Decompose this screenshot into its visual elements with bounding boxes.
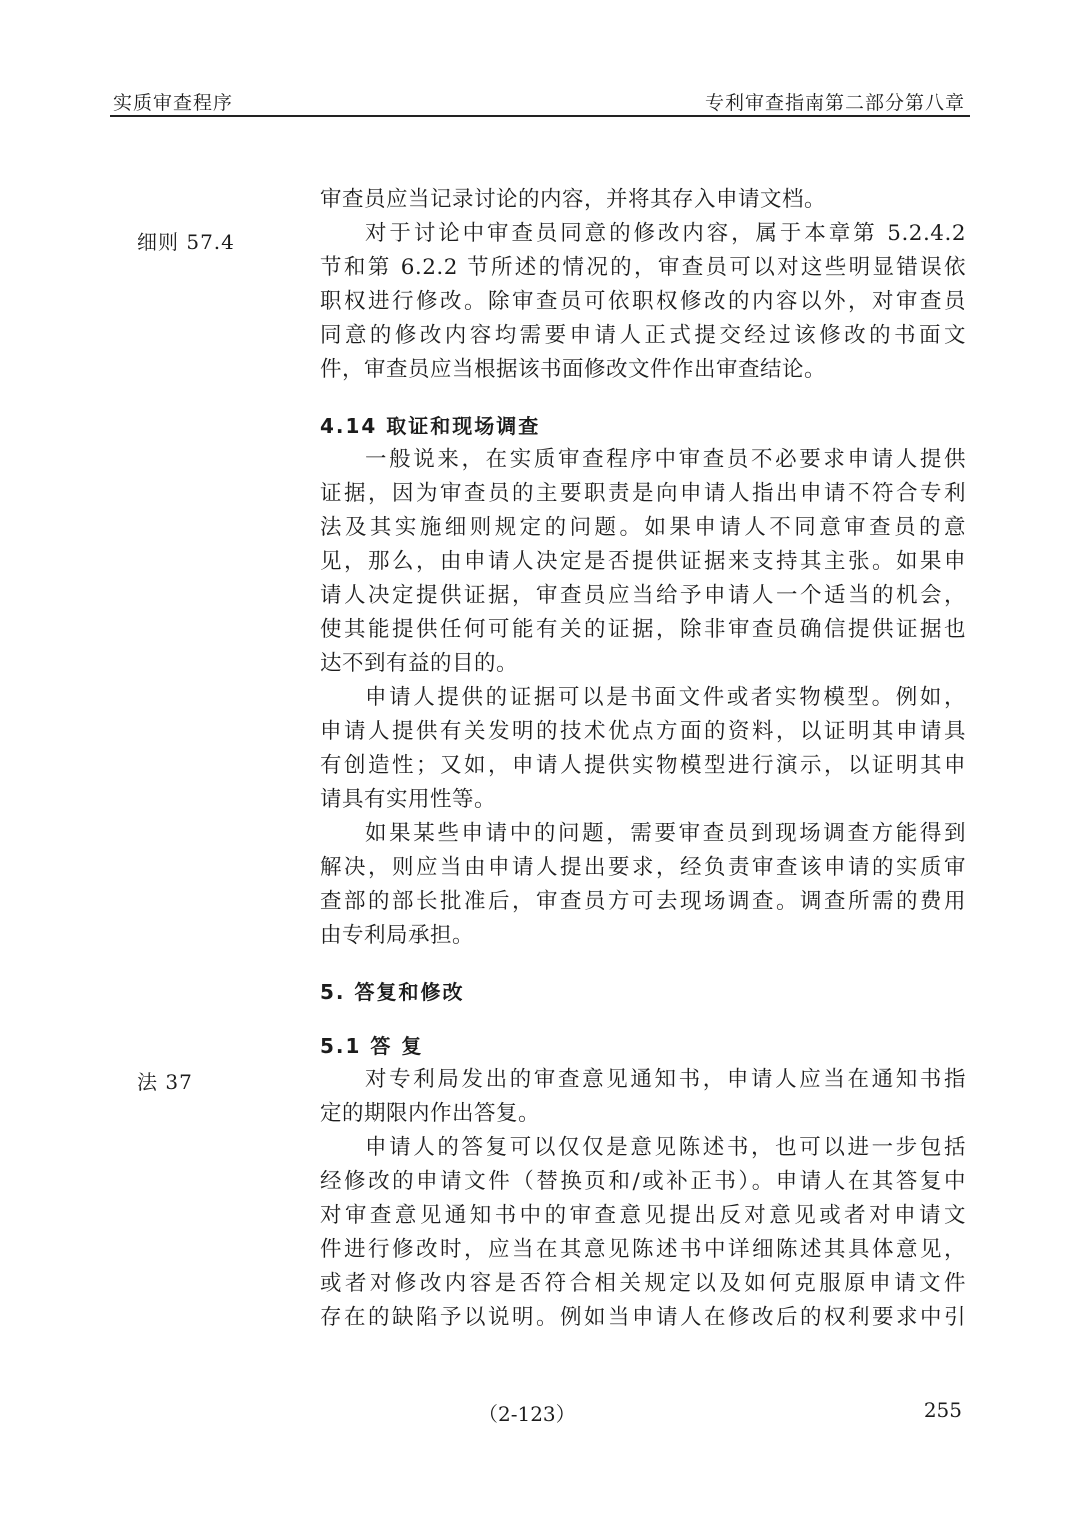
paragraph-line: 由专利局承担。	[320, 923, 475, 948]
running-header-section: 实质审查程序	[113, 92, 234, 114]
paragraph-line: 或者对修改内容是否符合相关规定以及如何克服原申请文件	[320, 1271, 966, 1296]
margin-note-law-37: 法 37	[137, 1070, 193, 1094]
paragraph-line: 定的期限内作出答复。	[320, 1101, 541, 1126]
page-number: 255	[923, 1398, 962, 1422]
paragraph-line: 审查员应当记录讨论的内容，并将其存入申请文档。	[320, 187, 827, 212]
paragraph-line: 请人决定提供证据，审查员应当给予申请人一个适当的机会，	[320, 583, 966, 608]
paragraph-line: 法及其实施细则规定的问题。如果申请人不同意审查员的意	[320, 515, 966, 540]
paragraph-line: 申请人提供的证据可以是书面文件或者实物模型。例如，	[365, 685, 966, 710]
paragraph-line: 对专利局发出的审查意见通知书，申请人应当在通知书指	[365, 1067, 966, 1092]
section-heading-4-14: 4.14 取证和现场调查	[320, 414, 541, 438]
paragraph-line: 有创造性；又如，申请人提供实物模型进行演示，以证明其申	[320, 753, 966, 778]
header-divider	[110, 115, 970, 117]
paragraph-line: 节和第 6.2.2 节所述的情况的，审查员可以对这些明显错误依	[320, 255, 966, 280]
paragraph-line: 达不到有益的目的。	[320, 651, 519, 676]
page-code: （2-123）	[478, 1402, 576, 1426]
paragraph-line: 证据，因为审查员的主要职责是向申请人指出申请不符合专利	[320, 481, 966, 506]
paragraph-line: 申请人的答复可以仅仅是意见陈述书，也可以进一步包括	[365, 1135, 966, 1160]
paragraph-line: 如果某些申请中的问题，需要审查员到现场调查方能得到	[365, 821, 966, 846]
paragraph-line: 请具有实用性等。	[320, 787, 497, 812]
main-text	[320, 183, 966, 1335]
paragraph-line: 一般说来，在实质审查程序中审查员不必要求申请人提供	[365, 447, 966, 472]
paragraph-line: 申请人提供有关发明的技术优点方面的资料，以证明其申请具	[320, 719, 966, 744]
paragraph-line: 见，那么，由申请人决定是否提供证据来支持其主张。如果申	[320, 549, 966, 574]
section-heading-5: 5. 答复和修改	[320, 980, 465, 1004]
paragraph-line: 对审查意见通知书中的审查意见提出反对意见或者对申请文	[320, 1203, 966, 1228]
paragraph-line: 解决，则应当由申请人提出要求，经负责审查该申请的实质审	[320, 855, 966, 880]
paragraph-line: 件，审查员应当根据该书面修改文件作出审查结论。	[320, 357, 827, 382]
paragraph-line: 经修改的申请文件（替换页和/或补正书）。申请人在其答复中	[320, 1169, 966, 1194]
paragraph-line: 对于讨论中审查员同意的修改内容，属于本章第 5.2.4.2	[365, 221, 966, 246]
paragraph-line: 使其能提供任何可能有关的证据，除非审查员确信提供证据也	[320, 617, 966, 642]
paragraph-line: 件进行修改时，应当在其意见陈述书中详细陈述其具体意见，	[320, 1237, 966, 1262]
paragraph-line: 职权进行修改。除审查员可依职权修改的内容以外，对审查员	[320, 289, 966, 314]
running-header-chapter: 专利审查指南第二部分第八章	[704, 92, 965, 114]
section-heading-5-1: 5.1 答 复	[320, 1034, 424, 1058]
paragraph-line: 查部的部长批准后，审查员方可去现场调查。调查所需的费用	[320, 889, 966, 914]
margin-note-rule-57-4: 细则 57.4	[137, 230, 235, 254]
paragraph-line: 存在的缺陷予以说明。例如当申请人在修改后的权利要求中引	[320, 1305, 966, 1330]
paragraph-line: 同意的修改内容均需要申请人正式提交经过该修改的书面文	[320, 323, 966, 348]
